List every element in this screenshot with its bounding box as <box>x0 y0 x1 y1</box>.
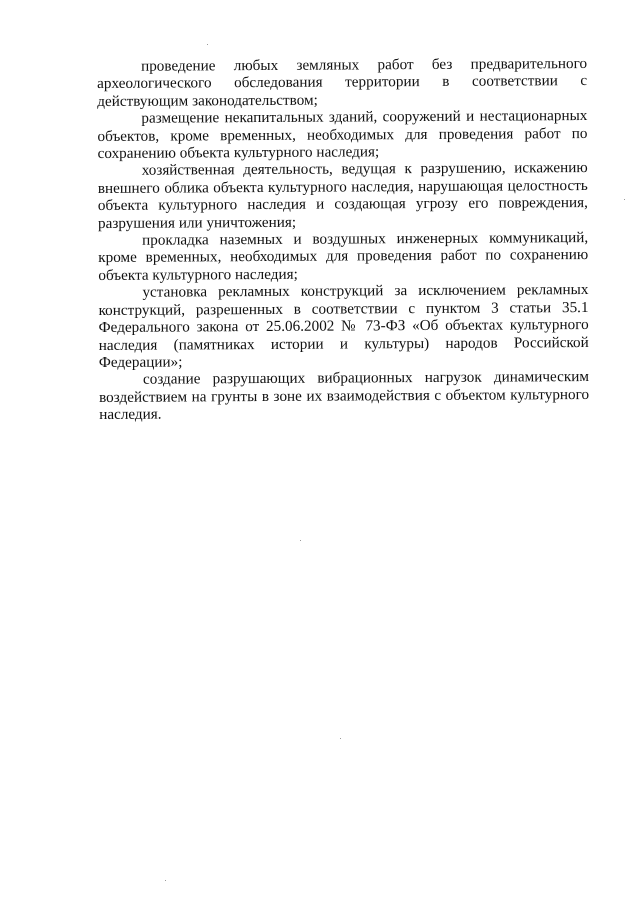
scan-speck <box>340 738 341 739</box>
paragraph-earthworks: проведение любых земляных работ без предварительного археологического обследования территории в соответствии с действующим законодательством; <box>97 55 588 110</box>
paragraph-economic-activity: хозяйственная деятельность, ведущая к разрушению, искажению внешнего облика объекта культурного наследия, нарушающая целостность объекта культурного наследия и создающая угрозу его повреждения, разрушения или уничтожения; <box>97 159 588 232</box>
paragraph-temporary-structures: размещение некапитальных зданий, сооружений и нестационарных объектов, кроме временных, необходимых для проведения работ по сохранению объекта культурного наследия; <box>97 107 588 163</box>
scan-speck <box>300 540 301 541</box>
scan-speck <box>165 880 166 881</box>
scan-speck <box>207 44 208 45</box>
paragraph-vibration: создание разрушающих вибрационных нагрузок динамическим воздействием на грунты в зоне их взаимодействия с объектом культурного наследия. <box>99 368 590 424</box>
paragraph-advertising: установка рекламных конструкций за исключением рекламных конструкций, разрешенных в соответствии с пунктом 3 статьи 35.1 Федерального закона от 25.06.2002 № 73-ФЗ «Об объектах культурного наследия (памятниках истории и культуры) народов Российской Федерации»; <box>98 281 589 371</box>
paragraph-utilities: прокладка наземных и воздушных инженерных коммуникаций, кроме временных, необходимых для проведения работ по сохранению объекта культурного наследия; <box>98 229 589 284</box>
scan-speck <box>624 199 625 200</box>
document-body <box>97 55 589 424</box>
